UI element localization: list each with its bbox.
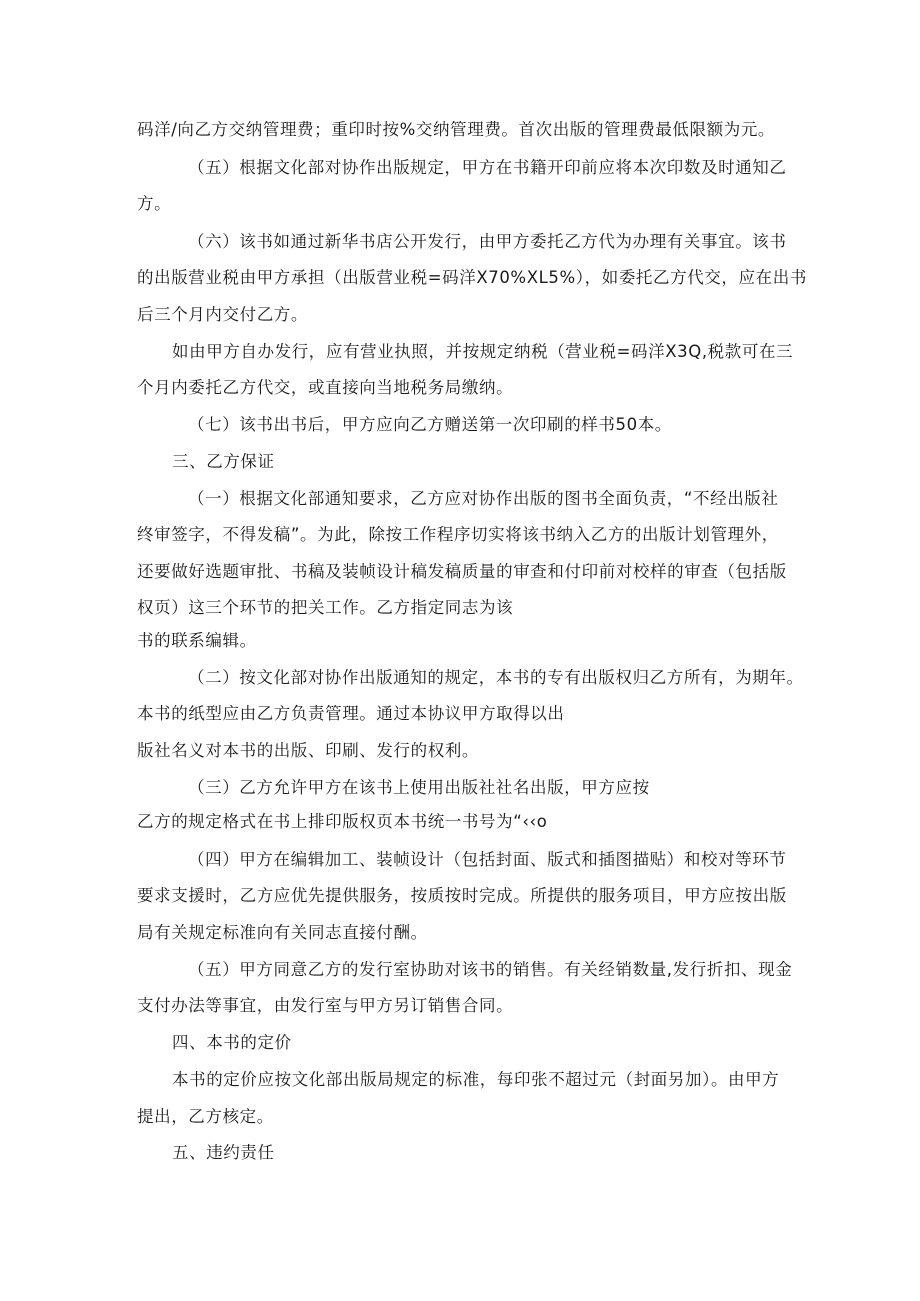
text-line: 终审签字，不得发稿”。为此，除按工作程序切实将该书纳入乙方的出版计划管理外， bbox=[137, 525, 779, 544]
text-line: 提出，乙方核定。 bbox=[137, 1107, 274, 1126]
text-line: 个月内委托乙方代交，或直接向当地税务局缴纳。 bbox=[137, 378, 514, 397]
text-line: 如由甲方自办发行，应有营业执照，并按规定纳税（营业税=码洋X3Q,税款可在三 bbox=[172, 342, 794, 361]
text-line: （一）根据文化部通知要求，乙方应对协作出版的图书全面负责，“不经出版社 bbox=[188, 489, 779, 508]
section-heading: 五、违约责任 bbox=[172, 1143, 275, 1162]
text-line: （五）根据文化部对协作出版规定，甲方在书籍开印前应将本次印数及时通知乙 bbox=[188, 158, 787, 177]
text-line: （六）该书如通过新华书店公开发行，由甲方委托乙方代为办理有关事宜。该书 bbox=[188, 232, 787, 251]
section-heading: 四、本书的定价 bbox=[172, 1033, 292, 1052]
text-line: 本书的定价应按文化部出版局规定的标准，每印张不超过元（封面另加）。由甲方 bbox=[172, 1070, 780, 1089]
text-line: 本书的纸型应由乙方负责管理。通过本协议甲方取得以出 bbox=[137, 704, 565, 723]
text-line: 局有关规定标准向有关同志直接付酬。 bbox=[137, 923, 428, 942]
text-line: 乙方的规定格式在书上排印版权页本书统一书号为“‹‹o bbox=[137, 812, 548, 831]
text-line: （二）按文化部对协作出版通知的规定，本书的专有出版权归乙方所有，为期年。 bbox=[188, 668, 804, 687]
text-line: （三）乙方允许甲方在该书上使用出版社社名出版，甲方应按 bbox=[188, 778, 650, 797]
section-heading: 三、乙方保证 bbox=[172, 452, 275, 471]
text-line: 码洋/向乙方交纳管理费；重印时按%交纳管理费。首次出版的管理费最低限额为元。 bbox=[137, 120, 776, 139]
text-line: （五）甲方同意乙方的发行室协助对该书的销售。有关经销数量,发行折扣、现金 bbox=[188, 960, 793, 979]
text-line: 的出版营业税由甲方承担（出版营业税=码洋X70%XL5%），如委托乙方代交，应在出书 bbox=[137, 268, 807, 287]
text-line: 支付办法等事宜，由发行室与甲方另订销售合同。 bbox=[137, 996, 514, 1015]
text-line: 要求支援时，乙方应优先提供服务，按质按时完成。所提供的服务项目，甲方应按出版 bbox=[137, 886, 787, 905]
text-line: 版社名义对本书的出版、印刷、发行的权利。 bbox=[137, 741, 479, 760]
text-line: 还要做好选题审批、书稿及装帧设计稿发稿质量的审查和付印前对校样的审查（包括版 bbox=[137, 562, 787, 581]
text-line: （七）该书出书后，甲方应向乙方赠送第一次印刷的样书50本。 bbox=[188, 415, 672, 434]
text-line: 书的联系编辑。 bbox=[137, 631, 257, 650]
text-line: 方。 bbox=[137, 194, 172, 213]
text-line: 后三个月内交付乙方。 bbox=[137, 305, 308, 324]
text-line: （四）甲方在编辑加工、装帧设计（包括封面、版式和插图描贴）和校对等环节 bbox=[188, 850, 787, 869]
text-line: 权页）这三个环节的把关工作。乙方指定同志为该 bbox=[137, 598, 514, 617]
